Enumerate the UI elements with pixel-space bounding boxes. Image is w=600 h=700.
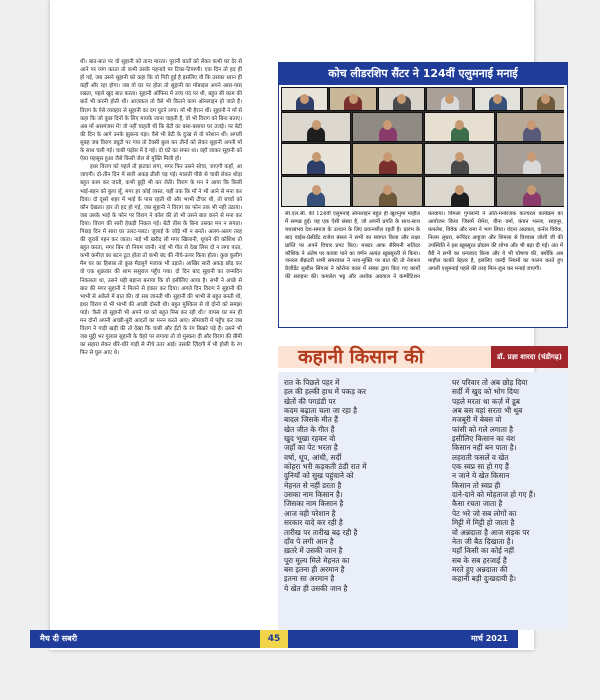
story-paragraph-1: थी। बात-बात पर वो सुहानी को ताना मारता। पुरानी बातों को लेकर कभी घर देर से आने पर व्यंग करता तो कभी उसके पहनावे पर टिका-टिप्पणी। एक दिन तो हद ही हो गई, जब उसने सुहानी को कहा कि वो गिरी हुई है इसलिए वौ कि उसका ध्यान ही कहीं और रहा होगा। जब वो घर पर होता तो सुहानी का मोबाइल अपने आस-पास रखता, पहले खुद बात करता। सुहानी ऑफिस में उच्च पद पर थी, बहुत सी काम की बातें भी करनी होती थी। आजकल तो वैसे भी कितने काम ऑनलाइन हो जाते हैं। विराग के ऐसे व्यवहार से सुहानी का दम घुटने लगा। माँ भी हैरान थीं। सुहानी ने माँ से कहा कि जो कुछ दिनों के लिए मायके जाना चाहती है, वो भी विराग को बिना बताए। अब माँ असमंजस में! वो नहीं चाहती थी कि बेटी का बसा-बसाया घर उजड़े। पर बेटी की दिन के आगे उनके झुकना पड़ा। वैसे भी बेटी के दुःख से वो परेशान थीं। अगली सुबह जब विराग ड्यूटी पर गया तो टैक्सी बुला कर तीनों को लेकर सुहानी अपनी माँ के साथ चली गई। चाबी पड़ोस में दे गई। दो घंटे का सफर था। वहाँ जाकर सुहानी को ऐसा महसूस हुआ जैसे किसी जेल से मुक्ति मिली हो।	[80, 59, 242, 163]
poem-line: पेट भरे जो सब लोगों का	[452, 508, 517, 518]
video-tile	[424, 176, 495, 207]
poem-line: कैसा रचता जाता है	[452, 499, 503, 509]
article-title: कोच लीडरशिप सैंटर ने 124वीं एलुमनाई मनाई	[279, 63, 567, 85]
poem-line: मिट्टी में मिट्टी हो जाता है	[452, 518, 515, 528]
participant-body	[523, 160, 541, 174]
video-tile	[426, 87, 473, 111]
participant-body	[451, 160, 469, 174]
video-tile	[424, 143, 495, 175]
participant-head	[383, 152, 392, 162]
participant-head	[383, 185, 392, 195]
poem-line: लहराती फसलें व खेत	[452, 452, 509, 462]
poem-line: एक स्वप्न सा हो गए हैं	[452, 462, 509, 472]
poem-line: सरकार वादे कर रही है	[284, 518, 343, 528]
poem-line: दुनियाँ को सुख पहुंचाने को	[284, 471, 354, 481]
poem-line: हल की हल्की हाथ में पकड़ कर	[284, 387, 366, 397]
page-footer	[30, 630, 518, 648]
participant-head	[349, 94, 358, 104]
story-column	[80, 58, 242, 648]
participant-head	[541, 94, 550, 104]
participant-head	[300, 94, 309, 104]
footer-issue-date: मार्च 2021	[471, 634, 508, 643]
poem-line: बस इतना ही अरमान है	[284, 564, 345, 574]
poem-line: किसान तो स्वप्न ही	[452, 480, 501, 490]
poem-line: घर परिवार तो अब छोड़ दिया	[452, 378, 528, 387]
poem-line: फांसी को गले लगाता है	[452, 424, 514, 434]
video-tile	[329, 87, 377, 111]
poem-line: वो अन्नदाता है आज सड़क पर	[452, 527, 530, 537]
video-tile	[496, 112, 564, 142]
participant-head	[397, 94, 406, 104]
poem-line: दाने-दाने को मोहताज हो गए हैं।	[452, 490, 536, 500]
poem-line: न जाने ये खेत किसान	[452, 471, 510, 481]
poem-line: अब बस यहां सरता भी थूब	[452, 406, 523, 416]
poem-line: जिसका नाम किसान है	[284, 499, 344, 509]
poem-line: खेत जीत के गीत हैं	[284, 424, 335, 434]
participant-head	[527, 152, 536, 162]
magazine-page	[50, 0, 563, 650]
poem-line: इतना सा अरमान है	[284, 574, 335, 584]
video-tile	[496, 176, 564, 207]
participant-head	[312, 185, 321, 195]
poem-line: कदम बढ़ाता चला जा रहा है	[284, 406, 358, 416]
poem-line: मजबूरी में बेबस वो	[452, 415, 502, 425]
poem-line: दाँव पे लगी आन है	[284, 536, 334, 546]
story-paragraph-2: इधर विराग को पहले तो झटका लगा, मगर फिर उसने सोचा, जाएगी कहाँ, आ जाएगी। दो-तीन दिन में सारी अकड़ ढीली पड़ गई। मालती पीछे से चाबी लेकर थोड़ा बहुत काम कर जाती, कभी छुट्टी भी कर लेती। विराग के मन ने आया कि किसी भाई-बहन को बुला लूँ, मगर हर कोई व्यस्त, यहीं तक कि माँ ने भी आने से मना कर दिया। दो दूसरे शहर में भाई के पास रहती थी और भाभी टीचर थी, तो बच्चों को कौन देखता। हार तो हद हो गई, जब सुहानी ने विराग का फोन तक भी नहीं उठाया। जब उसके भाई के फोन पर विराग ने कॉल की तो भी उसने बात करने से मना कर दिया। विराग की सारी हेकड़ी निकल गई। बेटी तीस के बिना उसका मन न लगता। पिछड़ दिन में सारा घर उलट-पलट। जुलाई के जोड़े भी न बनते। अलग-अलग तरह की जुराबें पहन कर जाता। नाई भी खरीद ली मगर खिलानी, धूपाने की कोशिश तो बहुत करता, मगर बिन वो नियम जानी। नाई भी गीत से देख लिस दो न लगा पाता, कभी कमीज़ का बटन टूटा होता तो कभी बंद की नीचे-ऊपर किया होता। कुछ कुलीग मैम घर का हिसाब तो कुछ मैडलुगे मजाक भी उड़ाते। आखिर सारी अकड़ छोड़ कर वो एक शुक्रवार की शाम ससुराल पहुँच गया। दो दिन बाद सुहानी का जन्मदिन निकलता था, उसने यही बहाना बनाया कि वो इसीलिए आया है। सभी ने अच्छे से बात की मगर सुहानी ने मिलने से इंकार कर दिया। अगले दिन विराग ने सुहानी की भाभी से अकेले में बात की। वो सब जानती थीं। सुहानी की भाभी से बहुत बनती थी, इधर विराग से भी भाभी की अच्छी दोस्ती थी। बहुत मुश्किल से वो दोनों को समझा पाई। 'कैसे तो सुहानी भी अपने घर को बहुत मिस कर रही थी।' वापस घर मन ही मन दोनों अपनी अच्छी-बुरी आदतों का मनन करते आए। सोमवारी में पहुँच कर जब विराग ने गाड़ी खड़ी की तो देखा कि चाबी और ईंटों के रंग बिखरे पड़े हैं। उसने भी जब मुट्ठी भर गुलाल सुहानी के चेहरे पर लगाया तो वो मुस्करा दी और विराग की बीमी का सहारा लेकर धीरे-धीरे गाड़ी से नीचे उतर आई। उसकी ज़िंदगी में भी होली के रंग फिर से घुल आए थे।	[80, 164, 242, 357]
video-tile	[496, 143, 564, 175]
poem-line: मेहनत से नहीं डरता है	[284, 480, 342, 490]
poem-banner	[278, 342, 568, 372]
article-body: सी.एल.सी. की 124वीं एलुमनाई ऑनलाइन बहुत ही खुशनुमा माहौल में सम्पन्न हुई। यह एक ऐसी संस्था है, जो अपनी प्रगति के साथ-साथ यथासंभव देश-समाज के उत्थान के लिए प्रयत्नशील रहती है। प्रारंभ के बाद वाईस-प्रेसीडेंट राजेश बंसल ने सभी का स्वागत किया और लक्ष्य प्राप्ति पर अपने विचार प्रगट किए। मास्टर आफ सैरिमनी सतिंदर कौशिक ने अंतेष पर कब्जा पाने का वर्णन अत्यंत खूबसूरती से किया। जनरल सैक्रटरी रश्मी समरवाल ने नशा-मुक्ति पर बात की तो नेशनल प्रैज़ीडेंट सुशील सिंगला ने कोरोना काल में संस्था द्वारा किए गए कार्यों की सराहना की। कमलेश भट्ट और अशोक अग्रवाल ने कंम्पीटिशन करवाया। विमला गुगलानी ने अति-मनोरंजक कल्चरल कार्यक्रम का आयोजन किया जिसमें रोमेश, वीना वर्मा, कंचन भल्ला, साहनूर, कमलेश, विवेक और रामा ने भाग लिया। वंदना अग्रवाल, कर्नल विवेक, निलम लूथरा, रूपिंदर आहूजा और शिमला से विश्वास जोशी जी की उपस्थिति ने इस खूबसूरत प्रोग्राम की शोभा और भी बढ़ा दी गई। अंत में वैरी ने सभी का धन्यवाद किया और ये भी घोषणा की, क्योंकि अब माहौल काफ़ी बेहतर है, इसलिए जल्दी नियमों का पालन करते हुए अगली एलुमनाई पहले की तरह मिल-जुल कर मनाई जाएगी।	[285, 211, 563, 281]
poem-line: नेता जी बैठ दिखाता है।	[452, 536, 514, 546]
poem-line: आज वही परेशान है	[284, 508, 336, 518]
poem-author: डॉ. प्रज्ञा शारदा (चंडीगढ़)	[491, 346, 568, 368]
footer-magazine-name: मैच दी सबरी	[40, 634, 78, 643]
participant-head	[312, 120, 321, 130]
participant-head	[445, 94, 454, 104]
participant-head	[312, 152, 321, 162]
video-call-photo	[281, 87, 564, 207]
poem-line: रात के पिछले पहर में	[284, 378, 340, 387]
page-number: 45	[260, 630, 288, 648]
poem-line: तारीख पर तारीख बढ़ रही है	[284, 527, 358, 537]
poem-line: खुद भूखा रहकर वो	[284, 434, 336, 444]
poem-line: ये खेत ही उसकी जान है	[284, 583, 348, 593]
poem-line: पूरा मूल्य मिले मेहनत का	[284, 555, 350, 565]
poem-column-2	[452, 378, 536, 584]
video-tile	[281, 176, 351, 207]
poem-line: इसीलिए किसान का वंश	[452, 434, 516, 444]
video-tile	[281, 143, 351, 175]
poem-column-1	[284, 378, 366, 593]
participant-body	[307, 160, 325, 174]
video-tile	[352, 112, 423, 142]
poem-line: वर्षा, धूप, आंधी, सर्दी	[284, 452, 342, 462]
poem-line: किसान नहीं बन पाता है।	[452, 443, 517, 453]
poem-line: सब के सब हरजाई हैं	[452, 555, 507, 565]
poem-line: मरते हुए अन्नदाता की	[452, 564, 508, 574]
poem-box	[278, 372, 568, 630]
video-tile	[474, 87, 521, 111]
video-tile	[281, 112, 351, 142]
poem-line: उसका नाम किसान है।	[284, 490, 343, 500]
poem-line: पहले मरता था कर्ज़ में डूब	[452, 396, 520, 406]
poem-line: सर्दी में खुद को भोग दिया	[452, 387, 520, 397]
video-tile	[522, 87, 564, 111]
participant-head	[455, 185, 464, 195]
video-tile	[378, 87, 425, 111]
poem-line: कहानी बड़ी दुःखदायी है।	[452, 574, 517, 584]
participant-head	[493, 94, 502, 104]
video-tile	[352, 176, 423, 207]
news-article	[278, 62, 568, 328]
poem-title: कहानी किसान की	[298, 346, 424, 368]
poem-line: खेतों की पगडंडी पर	[284, 396, 336, 406]
video-tile	[281, 87, 328, 111]
video-tile	[424, 112, 495, 142]
participant-body	[379, 160, 397, 174]
poem-line: जहाँ का पेट भरता है	[284, 443, 338, 453]
participant-head	[527, 185, 536, 195]
poem-line: ख़तरे में उसकी जान है	[284, 546, 343, 556]
poem-line: यहाँ किसी का कोई नहीं	[452, 546, 514, 556]
video-tile	[352, 143, 423, 175]
poem-line: कोहरा भरी कड़कती ठंडी रात में	[284, 462, 367, 472]
participant-head	[455, 152, 464, 162]
poem-line: बादल जिसके मीत हैं	[284, 415, 338, 425]
